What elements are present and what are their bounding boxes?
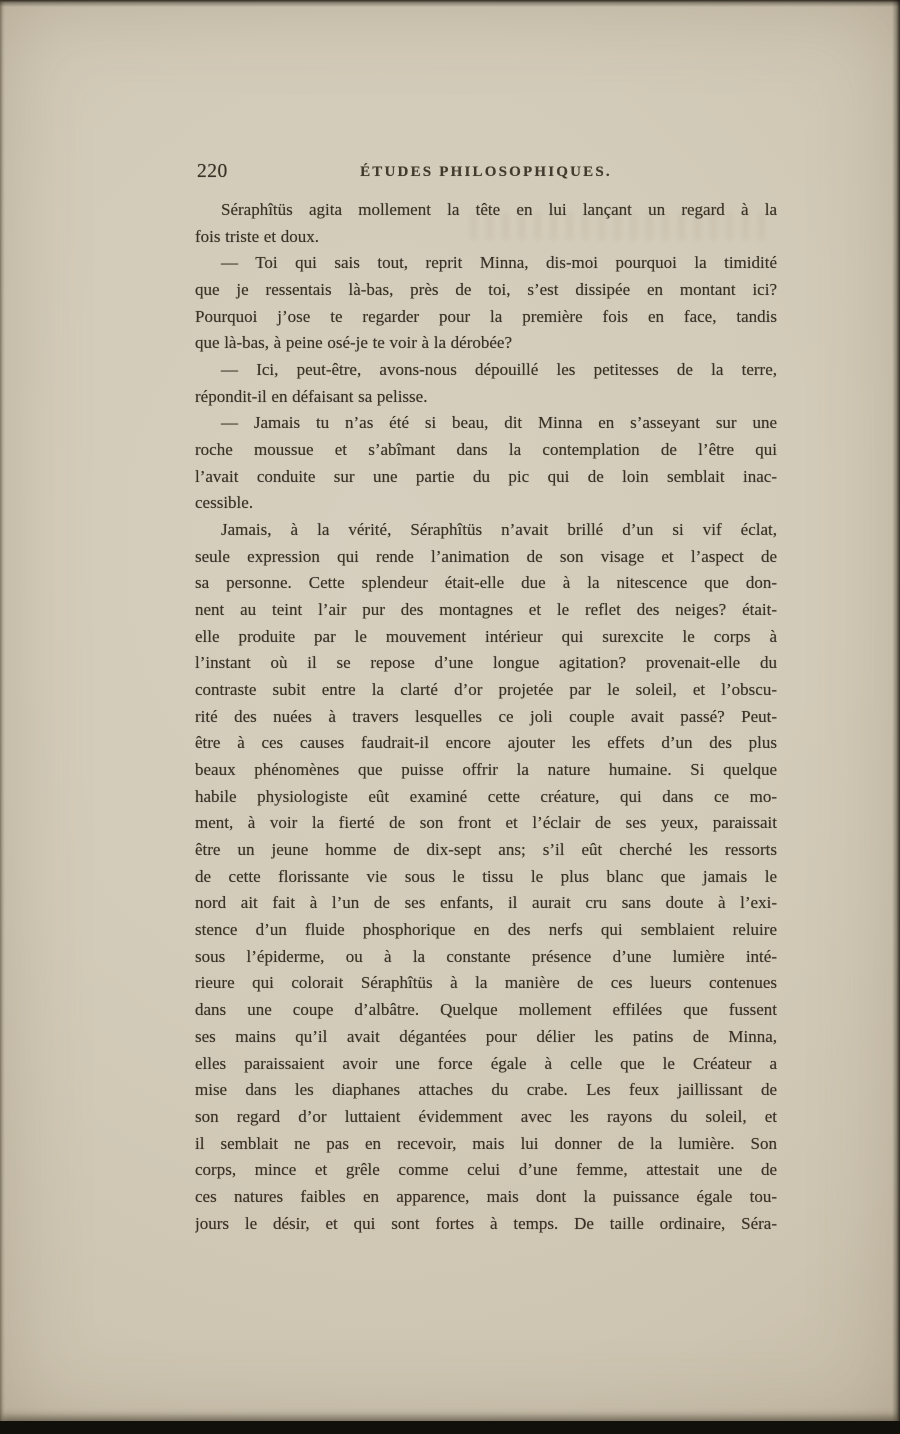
text-line: être un jeune homme de dix-sept ans; s’il eût cherché les ressorts	[195, 840, 777, 860]
page-number: 220	[197, 161, 228, 182]
text-line: habile physiologiste eût examiné cette créature, qui dans ce mo-	[195, 786, 777, 806]
text-line: mise dans les diaphanes attaches du crabe. Les feux jaillissant de	[195, 1080, 777, 1100]
text-line: roche moussue et s’abîmant dans la contemplation de l’être qui	[195, 440, 777, 460]
text-line: Jamais, à la vérité, Séraphîtüs n’avait brillé d’un si vif éclat,	[221, 520, 777, 540]
text-line: fois triste et doux.	[195, 226, 319, 246]
text-line: répondit-il en défaisant sa pelisse.	[195, 386, 428, 406]
text-line: elles paraissaient avoir une force égale à celle que le Créateur a	[195, 1053, 777, 1073]
text-body	[195, 197, 777, 1237]
text-line: jours le désir, et qui sont fortes à temps. De taille ordinaire, Séra-	[195, 1213, 777, 1233]
page-right-edge	[892, 0, 900, 1434]
text-line: contraste subit entre la clarté d’or projetée par le soleil, et l’obscu-	[195, 680, 777, 700]
text-line: son regard d’or luttaient évidemment avec les rayons du soleil, et	[195, 1106, 777, 1126]
text-line: de cette florissante vie sous le tissu le plus blanc que jamais le	[195, 866, 777, 886]
text-line: ment, à voir la fierté de son front et l’éclair de ses yeux, paraissait	[195, 813, 777, 833]
text-line: être à ces causes faudrait-il encore ajouter les effets d’un des plus	[195, 733, 777, 753]
text-line: nord ait fait à l’un de ses enfants, il aurait cru sans doute à l’exi-	[195, 893, 777, 913]
paragraph	[195, 517, 777, 1237]
text-line: Pourquoi j’ose te regarder pour la première fois en face, tandis	[195, 306, 777, 326]
paragraph	[195, 197, 777, 250]
text-line: l’avait conduite sur une partie du pic qui de loin semblait inac-	[195, 466, 777, 486]
running-title: ÉTUDES PHILOSOPHIQUES.	[360, 164, 612, 180]
text-line: rieure qui colorait Séraphîtüs à la manière de ces lueurs contenues	[195, 973, 777, 993]
text-line: — Jamais tu n’as été si beau, dit Minna en s’asseyant sur une	[221, 413, 777, 433]
text-line: sa personne. Cette splendeur était-elle due à la nitescence que don-	[195, 573, 777, 593]
paragraph	[195, 250, 777, 357]
text-line: — Toi qui sais tout, reprit Minna, dis-moi pourquoi la timidité	[221, 253, 777, 273]
text-line: Séraphîtüs agita mollement la tête en lui lançant un regard à la	[221, 200, 777, 219]
text-line: ses mains qu’il avait dégantées pour délier les patins de Minna,	[195, 1026, 777, 1046]
text-line: sous l’épiderme, ou à la constante présence d’une lumière inté-	[195, 946, 777, 966]
page-content	[195, 160, 777, 1237]
page-left-edge	[0, 0, 5, 1434]
text-line: que là-bas, à peine osé-je te voir à la dérobée?	[195, 333, 512, 353]
text-line: que je ressentais là-bas, près de toi, s’est dissipée en montant ici?	[195, 280, 777, 300]
text-line: l’instant où il se repose d’une longue agitation? provenait-elle du	[195, 653, 777, 673]
text-line: nent au teint l’air pur des montagnes et le reflet des neiges? était-	[195, 600, 777, 620]
text-line: stence d’un fluide phosphorique en des nerfs qui semblaient reluire	[195, 920, 777, 940]
paragraph	[195, 357, 777, 410]
text-line: beaux phénomènes que puisse offrir la nature humaine. Si quelque	[195, 760, 777, 780]
text-line: rité des nuées à travers lesquelles ce joli couple avait passé? Peut-	[195, 706, 777, 726]
page-top-edge	[0, 0, 900, 7]
scan-bottom-bar	[0, 1421, 900, 1434]
text-line: il semblait ne pas en recevoir, mais lui donner de la lumière. Son	[195, 1133, 777, 1153]
text-line: seule expression qui rende l’animation de son visage et l’aspect de	[195, 546, 777, 566]
text-line: ces natures faibles en apparence, mais dont la puissance égale tou-	[195, 1186, 777, 1206]
text-line: dans une coupe d’albâtre. Quelque mollement effilées que fussent	[195, 1000, 777, 1020]
page-header	[195, 160, 777, 197]
text-line: cessible.	[195, 493, 254, 513]
text-line: — Ici, peut-être, avons-nous dépouillé les petitesses de la terre,	[221, 360, 777, 380]
paragraph	[195, 410, 777, 517]
text-line: elle produite par le mouvement intérieur qui surexcite le corps à	[195, 626, 777, 646]
text-line: corps, mince et grêle comme celui d’une femme, attestait une de	[195, 1160, 777, 1180]
